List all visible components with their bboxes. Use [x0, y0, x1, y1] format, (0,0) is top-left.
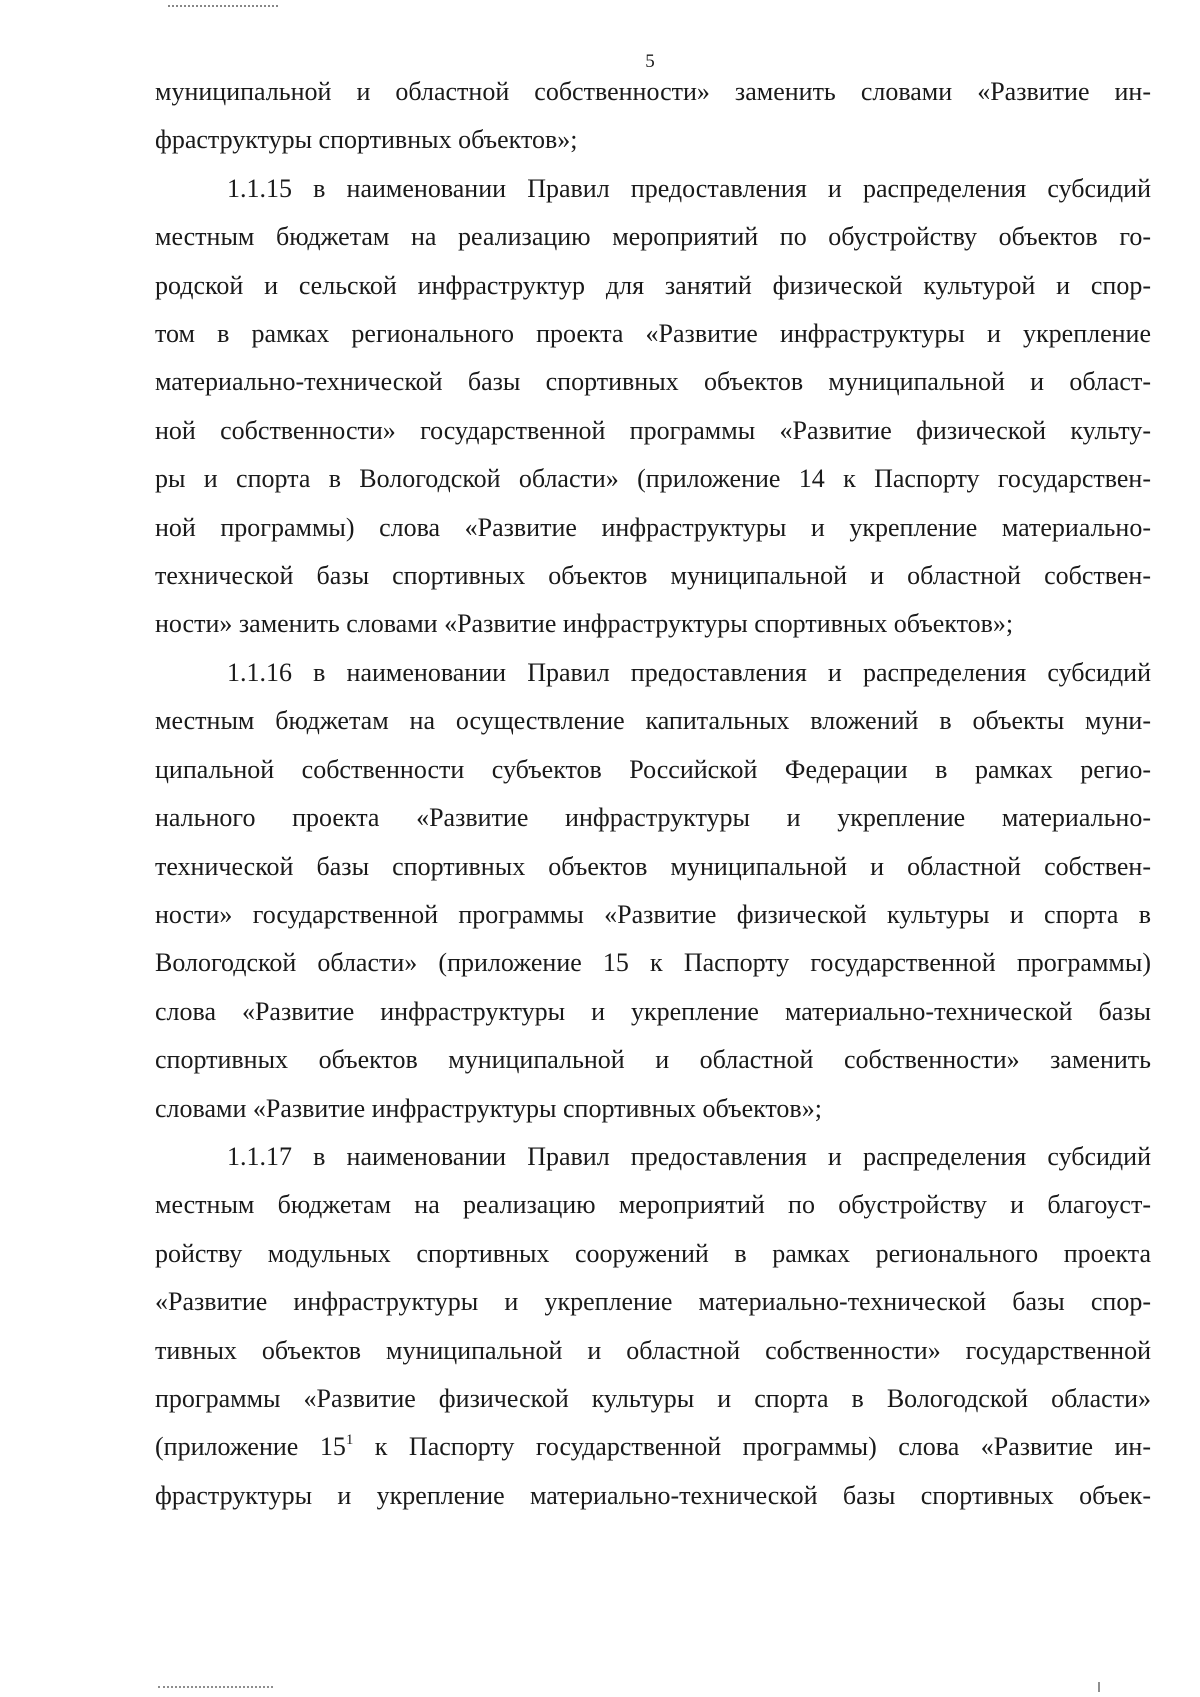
scan-artifact-top	[168, 0, 278, 7]
scan-artifact-bottom-left	[158, 1686, 273, 1691]
text-line: местным бюджетам на реализацию мероприятий по обустройству объектов го-	[155, 222, 1151, 252]
text-line: спортивных объектов муниципальной и областной собственности» заменить	[155, 1045, 1151, 1075]
text-line: ной программы) слова «Развитие инфраструктуры и укрепление материально-	[155, 512, 1151, 542]
paragraph-item-1-1-15	[155, 165, 1151, 649]
text-line: местным бюджетам на реализацию мероприятий по обустройству и благоуст-	[155, 1190, 1151, 1220]
text-line: словами «Развитие инфраструктуры спортивных объектов»;	[155, 1093, 822, 1123]
text-line: тивных объектов муниципальной и областной собственности» государственной	[155, 1335, 1151, 1365]
paragraph-item-1-1-16	[155, 649, 1151, 1133]
text-line: ры и спорта в Вологодской области» (приложение 14 к Паспорту государствен-	[155, 464, 1151, 494]
text-line: программы «Развитие физической культуры и спорта в Вологодской области»	[155, 1383, 1151, 1413]
text-fragment: (приложение 15	[155, 1432, 346, 1462]
text-line: слова «Развитие инфраструктуры и укрепление материально-технической базы	[155, 996, 1151, 1026]
text-line: «Развитие инфраструктуры и укрепление материально-технической базы спор-	[155, 1287, 1151, 1317]
text-line: муниципальной и областной собственности» заменить словами «Развитие ин-	[155, 77, 1151, 106]
text-line: 1.1.16 в наименовании Правил предоставления и распределения субсидий	[227, 657, 1151, 687]
text-line: ройству модульных спортивных сооружений в рамках регионального проекта	[155, 1238, 1151, 1268]
text-line: ности» заменить словами «Развитие инфраструктуры спортивных объектов»;	[155, 609, 1014, 639]
text-line: материально-технической базы спортивных объектов муниципальной и област-	[155, 367, 1151, 397]
text-line: фраструктуры спортивных объектов»;	[155, 125, 578, 155]
text-line: ципальной собственности субъектов Российской Федерации в рамках регио-	[155, 754, 1151, 784]
text-line: технической базы спортивных объектов муниципальной и областной собствен-	[155, 561, 1151, 591]
page-number: 5	[645, 51, 655, 72]
text-line: 1.1.15 в наименовании Правил предоставления и распределения субсидий	[227, 173, 1151, 203]
text-line: родской и сельской инфраструктур для занятий физической культурой и спор-	[155, 270, 1151, 300]
text-line: ной собственности» государственной программы «Развитие физической культу-	[155, 415, 1151, 445]
document-body	[155, 68, 1151, 1520]
superscript: 1	[345, 1432, 354, 1449]
text-line: 1.1.17 в наименовании Правил предоставления и распределения субсидий	[227, 1141, 1151, 1171]
text-line: фраструктуры и укрепление материально-технической базы спортивных объек-	[155, 1480, 1151, 1510]
text-line: местным бюджетам на осуществление капитальных вложений в объекты муни-	[155, 706, 1151, 736]
paragraph-item-1-1-17	[155, 1133, 1151, 1520]
scan-artifact-bottom-right	[1098, 1682, 1100, 1692]
text-line: Вологодской области» (приложение 15 к Паспорту государственной программы)	[155, 948, 1151, 978]
text-fragment: к Паспорту государственной программы) слова «Развитие ин-	[353, 1432, 1151, 1462]
text-line-with-superscript	[155, 1423, 1151, 1471]
paragraph-continuation	[155, 68, 1151, 165]
text-line: технической базы спортивных объектов муниципальной и областной собствен-	[155, 851, 1151, 881]
text-line: нального проекта «Развитие инфраструктуры и укрепление материально-	[155, 803, 1151, 833]
text-line: том в рамках регионального проекта «Развитие инфраструктуры и укрепление	[155, 319, 1151, 349]
text-line: ности» государственной программы «Развитие физической культуры и спорта в	[155, 899, 1151, 929]
